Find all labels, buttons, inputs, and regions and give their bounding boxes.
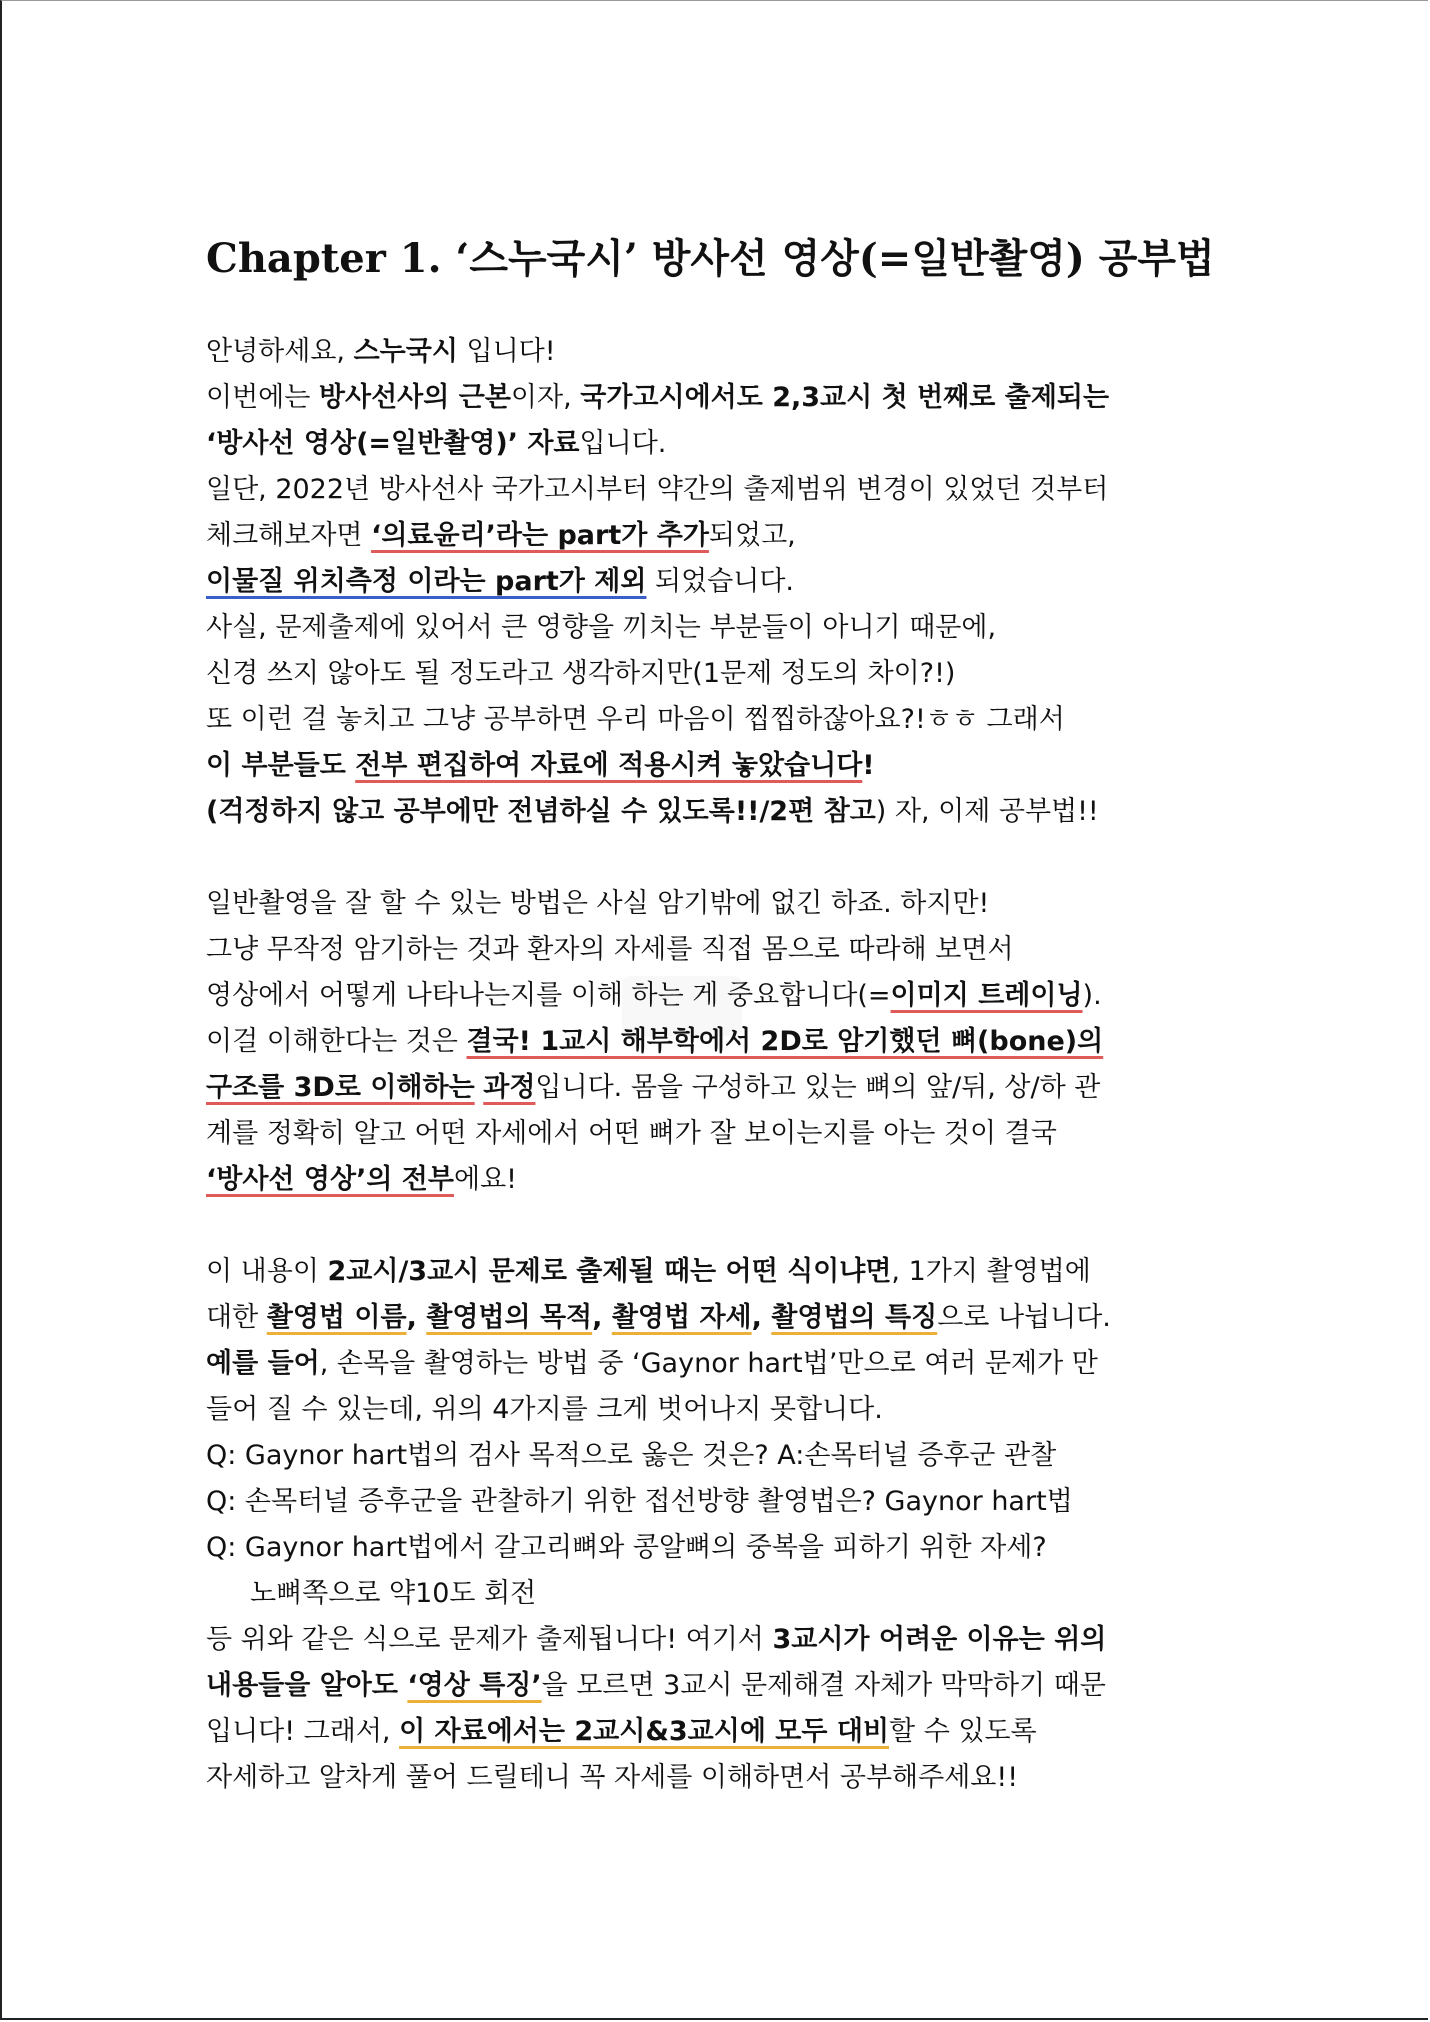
text-segment: 대한 bbox=[206, 1302, 267, 1333]
bold-text-segment: ‘의료윤리’라는 part가 추가 bbox=[371, 520, 709, 551]
bold-text-segment: 과정 bbox=[483, 1072, 536, 1103]
paragraph bbox=[206, 881, 1236, 1203]
text-line bbox=[206, 1571, 1236, 1617]
text-segment: 에요! bbox=[453, 1164, 517, 1195]
text-segment: ) 자, 이제 공부법!! bbox=[875, 796, 1099, 827]
text-segment: 영상에서 어떻게 나타나는지를 이해 하는 게 중요합니다(= bbox=[206, 980, 891, 1011]
bold-text-segment: , bbox=[751, 1302, 772, 1333]
text-segment: 또 이런 걸 놓치고 그냥 공부하면 우리 마음이 찝찝하잖아요?!ㅎㅎ 그래서 bbox=[206, 704, 1065, 735]
text-line bbox=[206, 1249, 1236, 1295]
text-line bbox=[206, 1617, 1236, 1663]
text-line bbox=[206, 375, 1236, 421]
text-segment: 사실, 문제출제에 있어서 큰 영향을 끼치는 부분들이 아니기 때문에, bbox=[206, 612, 997, 643]
bold-text-segment: , bbox=[406, 1302, 427, 1333]
text-line bbox=[206, 1065, 1236, 1111]
text-segment: Q: Gaynor hart법의 검사 목적으로 옳은 것은? A:손목터널 증후군 관찰 bbox=[206, 1440, 1057, 1471]
bold-text-segment: 이물질 위치측정 이라는 part가 제외 bbox=[206, 566, 647, 597]
text-segment: 들어 질 수 있는데, 위의 4가지를 크게 벗어나지 못합니다. bbox=[206, 1394, 883, 1425]
text-segment: 되었고, bbox=[708, 520, 796, 551]
bold-text-segment: 3교시가 어려운 이유는 위의 bbox=[772, 1624, 1107, 1655]
text-line bbox=[206, 329, 1236, 375]
bold-text-segment: 전부 편집하여 자료에 적용시켜 놓았습니다 bbox=[355, 750, 863, 781]
text-segment bbox=[475, 1072, 484, 1103]
text-segment: 이 내용이 bbox=[206, 1256, 328, 1287]
bold-text-segment: 2교시/3교시 문제로 출제될 때는 어떤 식이냐면 bbox=[327, 1256, 892, 1287]
bold-text-segment: 촬영법의 특징 bbox=[771, 1302, 938, 1333]
text-segment: 이걸 이해한다는 것은 bbox=[206, 1026, 467, 1057]
bold-text-segment: 국가고시에서도 2,3교시 첫 번째로 출제되는 bbox=[580, 382, 1110, 413]
text-line bbox=[206, 881, 1236, 927]
text-line bbox=[206, 559, 1236, 605]
bold-text-segment: 촬영법 자세 bbox=[611, 1302, 752, 1333]
text-segment: 할 수 있도록 bbox=[889, 1716, 1037, 1747]
text-segment: 되었습니다. bbox=[646, 566, 795, 597]
text-segment: 노뼈쪽으로 약10도 회전 bbox=[250, 1578, 537, 1609]
text-segment: , 손목을 촬영하는 방법 중 ‘Gaynor hart법’만으로 여러 문제가 만 bbox=[319, 1348, 1098, 1379]
text-line bbox=[206, 1295, 1236, 1341]
bold-text-segment: ‘방사선 영상’의 전부 bbox=[206, 1164, 454, 1195]
text-segment: 일단, 2022년 방사선사 국가고시부터 약간의 출제범위 변경이 있었던 것부터 bbox=[206, 474, 1109, 505]
text-line bbox=[206, 1111, 1236, 1157]
paragraph bbox=[206, 1249, 1236, 1801]
paragraph bbox=[206, 329, 1236, 835]
text-segment: 안녕하세요, bbox=[206, 336, 354, 367]
text-line bbox=[206, 789, 1236, 835]
text-line bbox=[206, 513, 1236, 559]
bold-text-segment: 스누국시 bbox=[353, 336, 458, 367]
text-line bbox=[206, 1755, 1236, 1801]
text-line bbox=[206, 697, 1236, 743]
bold-text-segment: ‘방사선 영상(=일반촬영)’ 자료 bbox=[206, 428, 580, 459]
bold-text-segment: 이 자료에서는 2교시&3교시에 모두 대비 bbox=[399, 1716, 890, 1747]
paragraph-gap bbox=[206, 1203, 1236, 1249]
bold-text-segment: 촬영법 이름 bbox=[266, 1302, 407, 1333]
text-line bbox=[206, 605, 1236, 651]
text-line bbox=[206, 1709, 1236, 1755]
bold-text-segment: , bbox=[592, 1302, 612, 1333]
text-segment: ). bbox=[1082, 980, 1102, 1011]
text-line bbox=[206, 1479, 1236, 1525]
bold-text-segment: 결국! 1교시 해부학에서 2D로 암기했던 뼈(bone)의 bbox=[466, 1026, 1104, 1057]
text-line bbox=[206, 973, 1236, 1019]
bold-text-segment: 촬영법의 목적 bbox=[426, 1302, 593, 1333]
text-line bbox=[206, 1157, 1236, 1203]
text-segment: 입니다. bbox=[579, 428, 667, 459]
bold-text-segment: 이 부분들도 bbox=[206, 750, 356, 781]
text-segment: Q: Gaynor hart법에서 갈고리뼈와 콩알뼈의 중복을 피하기 위한 자세? bbox=[206, 1532, 1047, 1563]
text-line bbox=[206, 1387, 1236, 1433]
text-line bbox=[206, 1663, 1236, 1709]
text-line bbox=[206, 421, 1236, 467]
bold-text-segment: (걱정하지 않고 공부에만 전념하실 수 있도록!!/2편 참고 bbox=[206, 796, 876, 827]
text-segment: 입니다. 몸을 구성하고 있는 뼈의 앞/뒤, 상/하 관 bbox=[535, 1072, 1101, 1103]
bold-text-segment: 구조를 3D로 이해하는 bbox=[206, 1072, 475, 1103]
text-segment: 체크해보자면 bbox=[206, 520, 372, 551]
text-line bbox=[206, 1433, 1236, 1479]
text-line bbox=[206, 651, 1236, 697]
text-segment: 신경 쓰지 않아도 될 정도라고 생각하지만(1문제 정도의 차이?!) bbox=[206, 658, 956, 689]
text-line bbox=[206, 1525, 1236, 1571]
bold-text-segment: ! bbox=[862, 750, 875, 781]
text-segment: 을 모르면 3교시 문제해결 자체가 막막하기 때문 bbox=[541, 1670, 1106, 1701]
text-segment: 이번에는 bbox=[206, 382, 319, 413]
paragraph-gap bbox=[206, 835, 1236, 881]
bold-text-segment: 내용들을 알아도 bbox=[206, 1670, 408, 1701]
text-line bbox=[206, 467, 1236, 513]
text-segment: 계를 정확히 알고 어떤 자세에서 어떤 뼈가 잘 보이는지를 아는 것이 결국 bbox=[206, 1118, 1057, 1149]
text-line bbox=[206, 927, 1236, 973]
text-segment: 이자, bbox=[510, 382, 581, 413]
text-line bbox=[206, 743, 1236, 789]
chapter-title: Chapter 1. ‘스누국시’ 방사선 영상(=일반촬영) 공부법 bbox=[206, 235, 1215, 282]
document-body bbox=[206, 329, 1236, 1801]
text-segment: 일반촬영을 잘 할 수 있는 방법은 사실 암기밖에 없긴 하죠. 하지만! bbox=[206, 888, 990, 919]
text-segment: 입니다! bbox=[457, 336, 556, 367]
bold-text-segment: 예를 들어 bbox=[206, 1348, 320, 1379]
document-content bbox=[206, 229, 1236, 1801]
text-line bbox=[206, 1341, 1236, 1387]
text-line bbox=[206, 1019, 1236, 1065]
text-segment: Q: 손목터널 증후군을 관찰하기 위한 접선방향 촬영법은? Gaynor hart법 bbox=[206, 1486, 1073, 1517]
bold-text-segment: 방사선사의 근본 bbox=[318, 382, 511, 413]
text-segment: 자세하고 알차게 풀어 드릴테니 꼭 자세를 이해하면서 공부해주세요!! bbox=[206, 1762, 1019, 1793]
text-segment: 그냥 무작정 암기하는 것과 환자의 자세를 직접 몸으로 따라해 보면서 bbox=[206, 934, 1014, 965]
text-segment: 등 위와 같은 식으로 문제가 출제됩니다! 여기서 bbox=[206, 1624, 773, 1655]
text-segment: 으로 나뉩니다. bbox=[937, 1302, 1111, 1333]
text-segment: 입니다! 그래서, bbox=[206, 1716, 400, 1747]
bold-text-segment: 이미지 트레이닝 bbox=[890, 980, 1083, 1011]
text-segment: , 1가지 촬영법에 bbox=[891, 1256, 1091, 1287]
bold-text-segment: ‘영상 특징’ bbox=[407, 1670, 542, 1701]
